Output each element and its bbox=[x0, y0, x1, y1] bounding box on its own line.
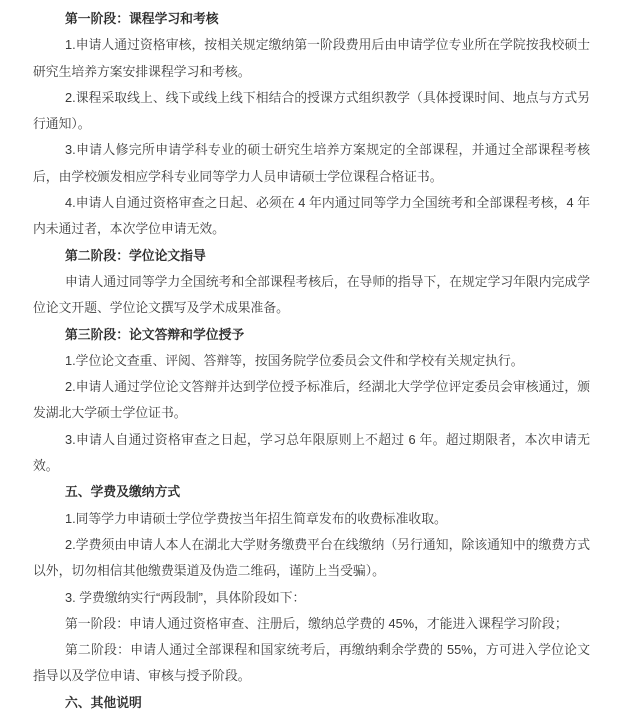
paragraph: 1.同等学力申请硕士学位学费按当年招生简章发布的收费标准收取。 bbox=[65, 510, 447, 526]
paragraph: 2.课程采取线上、线下或线上线下相结合的授课方式组织教学（具体授课时间、地点与方式另行通知）。 bbox=[33, 89, 590, 132]
section-heading: 五、学费及缴纳方式 bbox=[65, 484, 181, 500]
paragraph: 1.申请人通过资格审核，按相关规定缴纳第一阶段费用后由申请学位专业所在学院按我校硕士研究生培养方案安排课程学习和考核。 bbox=[33, 37, 590, 79]
paragraph: 4.申请人自通过资格审查之日起、必须在 4 年内通过同等学力全国统考和全部课程考核，4 年内未通过者，本次学位申请无效。 bbox=[33, 195, 590, 237]
paragraph: 2.学费须由申请人本人在湖北大学财务缴费平台在线缴纳（另行通知，除该通知中的缴费方式以外，切勿相信其他缴费渠道及伪造二维码，谨防上当受骗）。 bbox=[33, 536, 590, 579]
paragraph: 第一阶段：申请人通过资格审查、注册后，缴纳总学费的 45%，才能进入课程学习阶段； bbox=[65, 615, 568, 631]
paragraph: 3.申请人修完所申请学科专业的硕士研究生培养方案规定的全部课程，并通过全部课程考核后，由学校颁发相应学科专业同等学力人员申请硕士学位课程合格证书。 bbox=[33, 142, 590, 184]
section-heading: 第二阶段：学位论文指导 bbox=[65, 247, 206, 263]
paragraph: 3.申请人自通过资格审查之日起，学习总年限原则上不超过 6 年。超过期限者，本次申请无效。 bbox=[33, 431, 590, 474]
section-heading: 第三阶段：论文答辩和学位授予 bbox=[65, 326, 245, 342]
paragraph: 第二阶段：申请人通过全部课程和国家统考后，再缴纳剩余学费的 55%，方可进入学位论文指导以及学位申请、审核与授予阶段。 bbox=[33, 642, 590, 684]
section-heading: 第一阶段：课程学习和考核 bbox=[65, 11, 219, 26]
document-body bbox=[33, 6, 590, 716]
paragraph: 1.学位论文查重、评阅、答辩等，按国务院学位委员会文件和学校有关规定执行。 bbox=[65, 352, 524, 368]
section-heading: 六、其他说明 bbox=[65, 694, 142, 710]
paragraph: 3. 学费缴纳实行“两段制”，具体阶段如下： bbox=[65, 589, 306, 605]
paragraph: 申请人通过同等学力全国统考和全部课程考核后，在导师的指导下，在规定学习年限内完成学位论文开题、学位论文撰写及学术成果准备。 bbox=[33, 273, 590, 316]
paragraph: 2.申请人通过学位论文答辩并达到学位授予标准后，经湖北大学学位评定委员会审核通过，颁发湖北大学硕士学位证书。 bbox=[33, 379, 590, 421]
